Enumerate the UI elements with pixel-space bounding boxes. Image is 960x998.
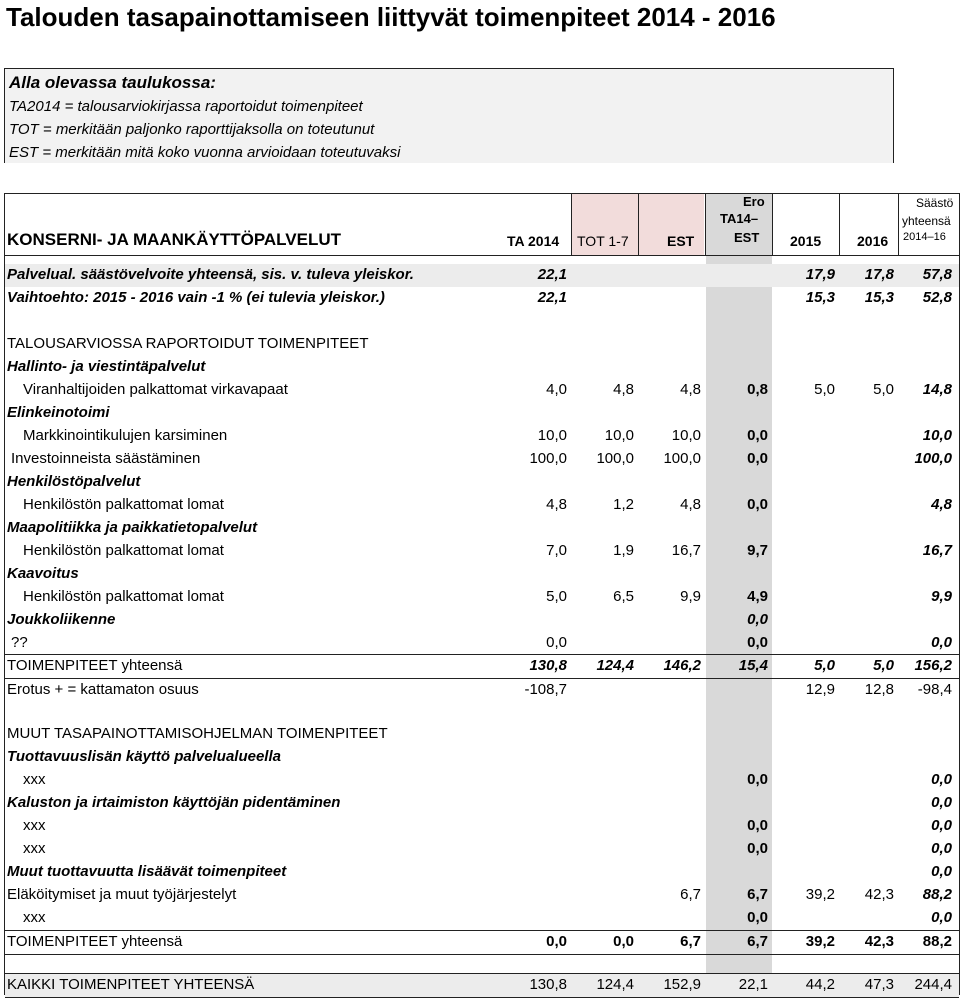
row-label: TOIMENPITEET yhteensä — [7, 657, 183, 674]
row-value: 22,1 — [738, 976, 768, 993]
row-value: 22,1 — [537, 266, 567, 283]
row-label: Henkilöstön palkattomat lomat — [23, 588, 224, 605]
row-value: 0,0 — [931, 771, 952, 788]
row-value: 0,0 — [747, 771, 768, 788]
row-value: 14,8 — [922, 381, 952, 398]
table-row — [5, 494, 959, 517]
row-value: -98,4 — [917, 681, 952, 698]
row-label: Viranhaltijoiden palkattomat virkavapaat — [23, 381, 288, 398]
table-row — [5, 907, 959, 930]
row-value: 0,0 — [747, 496, 768, 513]
row-label: Joukkoliikenne — [7, 611, 116, 628]
col-ero-line2: TA14– — [720, 211, 759, 226]
table-row — [5, 448, 959, 471]
col-saasto-line2: yhteensä — [902, 214, 951, 228]
row-label: Muut tuottavuutta lisäävät toimenpiteet — [7, 863, 287, 880]
table-row — [5, 679, 959, 702]
table-row — [5, 402, 959, 425]
row-value: 6,7 — [747, 933, 768, 950]
row-value: 6,7 — [747, 886, 768, 903]
row-label: TOIMENPITEET yhteensä — [7, 933, 183, 950]
row-value: 15,3 — [805, 289, 835, 306]
row-value: 130,8 — [529, 976, 567, 993]
row-value: 0,8 — [747, 381, 768, 398]
row-value: 15,3 — [864, 289, 894, 306]
row-value: 4,8 — [546, 496, 567, 513]
row-value: 4,9 — [747, 588, 768, 605]
row-value: 88,2 — [922, 886, 952, 903]
row-label: xxx — [23, 817, 46, 834]
row-value: 17,8 — [864, 266, 894, 283]
table-row — [5, 815, 959, 838]
row-value: 52,8 — [922, 289, 952, 306]
row-label: Henkilöstön palkattomat lomat — [23, 496, 224, 513]
table-row — [5, 746, 959, 769]
row-label: Vaihtoehto: 2015 - 2016 vain -1 % (ei tulevia yleiskor.) — [7, 289, 385, 306]
row-value: 10,0 — [604, 427, 634, 444]
row-label: xxx — [23, 771, 46, 788]
table-row — [5, 632, 959, 655]
row-value: 244,4 — [914, 976, 952, 993]
row-value: 0,0 — [747, 817, 768, 834]
table-row — [5, 930, 959, 955]
row-value: 0,0 — [747, 427, 768, 444]
row-value: 4,8 — [931, 496, 952, 513]
row-value: 6,5 — [613, 588, 634, 605]
row-value: 5,0 — [814, 657, 835, 674]
row-label: Eläköitymiset ja muut työjärjestelyt — [7, 886, 237, 903]
row-value: 124,4 — [596, 976, 634, 993]
row-value: 0,0 — [931, 840, 952, 857]
row-value: 0,0 — [931, 909, 952, 926]
row-value: 1,2 — [613, 496, 634, 513]
row-value: 0,0 — [546, 634, 567, 651]
row-value: 5,0 — [814, 381, 835, 398]
table-row — [5, 586, 959, 609]
page-title: Talouden tasapainottamiseen liittyvät toimenpiteet 2014 - 2016 — [6, 2, 776, 32]
row-value: 4,8 — [613, 381, 634, 398]
row-value: 100,0 — [914, 450, 952, 467]
row-label: Hallinto- ja viestintäpalvelut — [7, 358, 206, 375]
row-value: 0,0 — [931, 794, 952, 811]
col-2015: 2015 — [790, 233, 822, 249]
row-value: 6,7 — [680, 886, 701, 903]
row-label: ?? — [11, 634, 28, 651]
row-label: Henkilöstöpalvelut — [7, 473, 141, 490]
section-header: KONSERNI- JA MAANKÄYTTÖPALVELUT — [7, 230, 342, 249]
row-label: Kaluston ja irtaimiston käyttöjän pidentäminen — [7, 794, 341, 811]
table-row — [5, 333, 959, 356]
table-row — [5, 310, 959, 333]
table-row — [5, 792, 959, 815]
legend-note — [4, 68, 894, 163]
table-row — [5, 379, 959, 402]
row-value: 12,8 — [864, 681, 894, 698]
col-saasto-line1: Säästö — [916, 196, 954, 210]
row-value: 100,0 — [529, 450, 567, 467]
col-tot: TOT 1-7 — [577, 233, 629, 249]
row-value: 16,7 — [671, 542, 701, 559]
row-label: Maapolitiikka ja paikkatietopalvelut — [7, 519, 258, 536]
row-label: xxx — [23, 840, 46, 857]
col-ta2014: TA 2014 — [507, 233, 560, 249]
row-value: 39,2 — [805, 886, 835, 903]
row-value: 44,2 — [805, 976, 835, 993]
note-heading: Alla olevassa taulukossa: — [9, 73, 216, 92]
row-label: Henkilöstön palkattomat lomat — [23, 542, 224, 559]
row-value: 0,0 — [747, 634, 768, 651]
row-value: 17,9 — [805, 266, 835, 283]
table-row — [5, 264, 959, 287]
col-est: EST — [667, 233, 695, 249]
row-value: 47,3 — [864, 976, 894, 993]
row-label: Markkinointikulujen karsiminen — [23, 427, 228, 444]
row-value: 100,0 — [596, 450, 634, 467]
row-label: TALOUSARVIOSSA RAPORTOIDUT TOIMENPITEET — [7, 335, 369, 352]
row-value: 42,3 — [864, 886, 894, 903]
row-value: 42,3 — [864, 933, 894, 950]
table-row — [5, 471, 959, 494]
row-value: 12,9 — [805, 681, 835, 698]
row-label: xxx — [23, 909, 46, 926]
table-row — [5, 838, 959, 861]
table-row — [5, 884, 959, 907]
col-2016: 2016 — [857, 233, 889, 249]
row-value: 0,0 — [747, 611, 768, 628]
table-row — [5, 769, 959, 792]
row-value: 0,0 — [931, 634, 952, 651]
row-label: Elinkeinotoimi — [7, 404, 110, 421]
row-value: 4,8 — [680, 381, 701, 398]
row-value: 15,4 — [738, 657, 768, 674]
row-label: MUUT TASAPAINOTTAMISOHJELMAN TOIMENPITEET — [7, 725, 388, 742]
table-row — [5, 702, 959, 725]
row-value: 0,0 — [931, 817, 952, 834]
row-label: Erotus + = kattamaton osuus — [7, 681, 199, 698]
table-row — [5, 517, 959, 540]
row-value: 57,8 — [922, 266, 952, 283]
table-row — [5, 861, 959, 884]
row-value: 7,0 — [546, 542, 567, 559]
note-line: TA2014 = talousarviokirjassa raportoidut toimenpiteet — [9, 98, 363, 115]
row-value: 10,0 — [671, 427, 701, 444]
col-ero-line3: EST — [734, 230, 760, 245]
row-value: 0,0 — [931, 863, 952, 880]
row-value: 1,9 — [613, 542, 634, 559]
row-value: 130,8 — [529, 657, 567, 674]
row-value: 9,9 — [680, 588, 701, 605]
col-ero-line1: Ero — [743, 194, 765, 209]
row-value: 9,9 — [931, 588, 952, 605]
row-value: 152,9 — [663, 976, 701, 993]
row-value: 100,0 — [663, 450, 701, 467]
row-value: 9,7 — [747, 542, 768, 559]
table-row — [5, 425, 959, 448]
row-value: 39,2 — [805, 933, 835, 950]
row-value: 0,0 — [747, 909, 768, 926]
row-value: 88,2 — [922, 933, 952, 950]
row-value: 156,2 — [914, 657, 952, 674]
table-row — [5, 287, 959, 310]
row-label: KAIKKI TOIMENPITEET YHTEENSÄ — [7, 976, 255, 993]
row-value: 10,0 — [922, 427, 952, 444]
note-line: EST = merkitään mitä koko vuonna arvioidaan toteutuvaksi — [9, 144, 401, 161]
row-value: 16,7 — [922, 542, 952, 559]
row-value: 5,0 — [873, 381, 894, 398]
table-row — [5, 973, 959, 998]
col-saasto-line3: 2014–16 — [903, 231, 946, 243]
table-row — [5, 609, 959, 632]
table-row — [5, 723, 959, 746]
note-line: TOT = merkitään paljonko raporttijaksolla on toteutunut — [9, 121, 375, 138]
row-value: 6,7 — [680, 933, 701, 950]
row-value: 10,0 — [537, 427, 567, 444]
row-value: 124,4 — [596, 657, 634, 674]
row-value: 22,1 — [537, 289, 567, 306]
measures-table — [4, 193, 960, 995]
row-value: 4,8 — [680, 496, 701, 513]
row-label: Tuottavuuslisän käyttö palvelualueella — [7, 748, 281, 765]
row-value: 5,0 — [873, 657, 894, 674]
row-value: 0,0 — [747, 840, 768, 857]
row-value: 0,0 — [747, 450, 768, 467]
row-value: -108,7 — [524, 681, 567, 698]
row-label: Investoinneista säästäminen — [11, 450, 201, 467]
table-row — [5, 654, 959, 679]
row-value: 5,0 — [546, 588, 567, 605]
row-value: 0,0 — [613, 933, 634, 950]
row-value: 0,0 — [546, 933, 567, 950]
table-row — [5, 356, 959, 379]
row-value: 146,2 — [663, 657, 701, 674]
row-value: 4,0 — [546, 381, 567, 398]
row-label: Kaavoitus — [7, 565, 79, 582]
table-row — [5, 540, 959, 563]
table-row — [5, 563, 959, 586]
row-label: Palvelual. säästövelvoite yhteensä, sis. v. tuleva yleiskor. — [7, 266, 414, 283]
